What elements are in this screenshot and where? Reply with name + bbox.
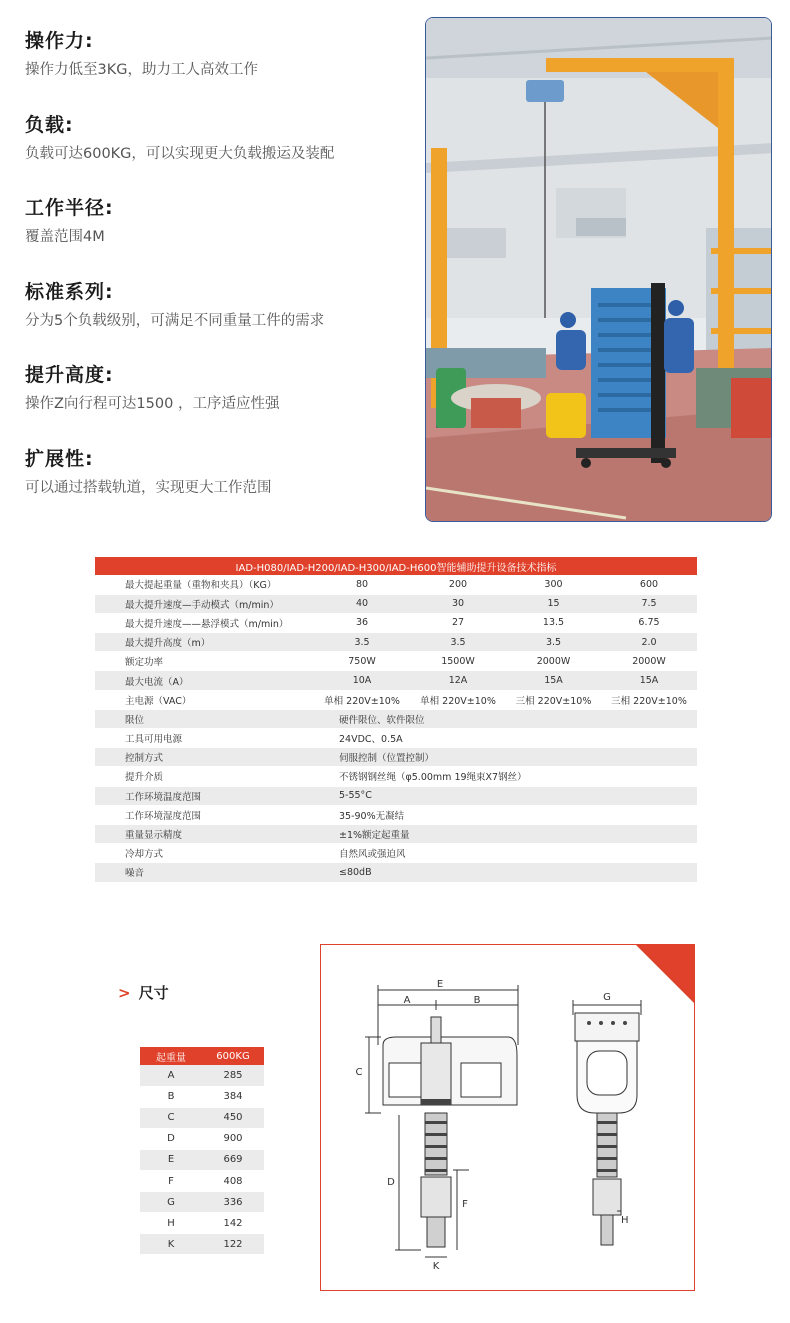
table-row — [140, 1086, 264, 1107]
label-K: K — [432, 1261, 440, 1272]
hoist-technical-drawing — [321, 945, 695, 1291]
feature-item — [25, 195, 420, 279]
dim-key: C — [140, 1107, 202, 1128]
feature-item — [25, 446, 420, 530]
cell-value: 200 — [410, 575, 506, 594]
cell-value: 2.0 — [601, 633, 697, 652]
cell-value: 15 — [506, 594, 601, 613]
jib-crane-illustration — [426, 18, 772, 522]
dimension-heading — [118, 982, 169, 1003]
dim-value: 450 — [202, 1107, 264, 1128]
cell-value: 3.5 — [410, 633, 506, 652]
header-cell: 600KG — [202, 1047, 264, 1065]
cell-value: 35-90%无凝结 — [314, 805, 697, 824]
cell-value: 300 — [506, 575, 601, 594]
label-G: G — [603, 992, 611, 1003]
cell-value: 伺服控制（位置控制） — [314, 748, 697, 767]
label-F: F — [462, 1199, 468, 1210]
cell-value: 24VDC、0.5A — [314, 729, 697, 748]
feature-desc: 操作Z向行程可达1500 ，工序适应性强 — [25, 396, 280, 412]
row-label: 控制方式 — [95, 748, 314, 767]
cell-value: 80 — [314, 575, 410, 594]
label-A: A — [403, 995, 411, 1006]
dim-value: 900 — [202, 1128, 264, 1149]
cell-value: 5-55°C — [314, 786, 697, 805]
cell-value: ±1%额定起重量 — [314, 824, 697, 843]
cell-value: 750W — [314, 652, 410, 671]
chevron-right-icon: > — [118, 984, 131, 1002]
cell-value: 600 — [601, 575, 697, 594]
row-label: 噪音 — [95, 863, 314, 882]
cell-value: 2000W — [506, 652, 601, 671]
feature-item — [25, 362, 420, 446]
dim-value: 285 — [202, 1065, 264, 1086]
feature-desc: 负载可达600KG，可以实现更大负载搬运及装配 — [25, 145, 335, 162]
cell-value: 自然风或强迫风 — [314, 844, 697, 863]
dim-value: 384 — [202, 1086, 264, 1107]
cell-value: 10A — [314, 671, 410, 690]
row-label: 限位 — [95, 709, 314, 728]
feature-title: 标准系列: — [25, 280, 114, 303]
row-label: 工作环境湿度范围 — [95, 805, 314, 824]
dim-key: E — [140, 1149, 202, 1170]
cell-value: 7.5 — [601, 594, 697, 613]
dim-key: G — [140, 1192, 202, 1213]
dim-value: 122 — [202, 1234, 264, 1255]
feature-title: 扩展性: — [25, 447, 94, 470]
dim-value: 408 — [202, 1170, 264, 1191]
cell-value: 3.5 — [506, 633, 601, 652]
row-label: 最大提起重量（重物和夹具）（KG） — [95, 575, 314, 594]
row-label: 工作环境温度范围 — [95, 786, 314, 805]
header-cell: 起重量 — [140, 1047, 202, 1065]
cell-value: 2000W — [601, 652, 697, 671]
dimension-heading-text: 尺寸 — [138, 984, 169, 1002]
dim-value: 142 — [202, 1213, 264, 1234]
table-row — [95, 729, 697, 748]
dim-key: H — [140, 1213, 202, 1234]
feature-desc: 操作力低至3KG，助力工人高效工作 — [25, 62, 258, 78]
cell-value: 三相 220V±10% — [601, 690, 697, 709]
table-row — [95, 613, 697, 632]
cell-value: 13.5 — [506, 613, 601, 632]
label-H: H — [621, 1215, 629, 1226]
table-row — [140, 1149, 264, 1170]
cell-value: 3.5 — [314, 633, 410, 652]
cell-value: 40 — [314, 594, 410, 613]
table-row — [140, 1234, 264, 1255]
factory-photo — [425, 17, 772, 522]
label-B: B — [473, 995, 481, 1006]
spec-table — [95, 557, 697, 883]
feature-desc: 覆盖范围4M — [25, 229, 105, 245]
feature-item — [25, 28, 420, 112]
cell-value: 单相 220V±10% — [410, 690, 506, 709]
row-label: 重量显示精度 — [95, 824, 314, 843]
table-row — [140, 1065, 264, 1086]
cell-value: 27 — [410, 613, 506, 632]
row-label: 主电源（VAC） — [95, 690, 314, 709]
table-row — [140, 1170, 264, 1191]
label-C: C — [355, 1067, 363, 1078]
cell-value: 三相 220V±10% — [506, 690, 601, 709]
cell-value: 15A — [506, 671, 601, 690]
table-row — [95, 671, 697, 690]
table-row — [95, 575, 697, 594]
spec-table-header — [95, 557, 697, 575]
cell-value: 不锈钢钢丝绳（φ5.00mm 19绳束X7钢丝） — [314, 767, 697, 786]
feature-title: 提升高度: — [25, 364, 114, 386]
table-row — [95, 844, 697, 863]
table-row — [95, 786, 697, 805]
feature-title: 工作半径: — [25, 197, 114, 219]
label-D: D — [387, 1177, 395, 1188]
row-label: 最大提升高度（m） — [95, 633, 314, 652]
table-row — [95, 805, 697, 824]
cell-value: ≤80dB — [314, 863, 697, 882]
dim-key: F — [140, 1170, 202, 1191]
dim-key: B — [140, 1086, 202, 1107]
dimension-drawing — [320, 944, 695, 1291]
cell-value: 30 — [410, 594, 506, 613]
table-row — [140, 1213, 264, 1234]
dimension-table — [140, 1047, 264, 1255]
cell-value: 6.75 — [601, 613, 697, 632]
dim-key: K — [140, 1234, 202, 1255]
table-row — [95, 690, 697, 709]
table-row — [95, 767, 697, 786]
table-row — [140, 1107, 264, 1128]
row-label: 额定功率 — [95, 652, 314, 671]
row-label: 最大电流（A） — [95, 671, 314, 690]
dim-value: 336 — [202, 1192, 264, 1213]
cell-value: 硬件限位、软件限位 — [314, 709, 697, 728]
feature-desc: 可以通过搭载轨道，实现更大工作范围 — [25, 479, 272, 496]
cell-value: 单相 220V±10% — [314, 690, 410, 709]
dim-key: D — [140, 1128, 202, 1149]
label-E: E — [436, 979, 444, 990]
feature-title: 操作力: — [25, 30, 94, 52]
table-row — [95, 633, 697, 652]
corner-accent — [636, 945, 695, 1005]
cell-value: 36 — [314, 613, 410, 632]
table-row — [140, 1128, 264, 1149]
row-label: 工具可用电源 — [95, 729, 314, 748]
table-row — [95, 594, 697, 613]
row-label: 冷却方式 — [95, 844, 314, 863]
feature-item — [25, 112, 420, 196]
dim-key: A — [140, 1065, 202, 1086]
cell-value: 15A — [601, 671, 697, 690]
table-row — [140, 1192, 264, 1213]
row-label: 提升介质 — [95, 767, 314, 786]
feature-item — [25, 279, 420, 363]
table-row — [95, 824, 697, 843]
row-label: 最大提升速度—手动模式（m/min） — [95, 594, 314, 613]
dimension-table-header — [140, 1047, 264, 1065]
table-row — [95, 863, 697, 882]
spec-table-title: IAD-H080/IAD-H200/IAD-H300/IAD-H600智能辅助提升设备技术指标 — [95, 557, 697, 575]
feature-title: 负载: — [25, 113, 74, 136]
table-row — [95, 652, 697, 671]
feature-desc: 分为5个负载级别，可满足不同重量工件的需求 — [25, 312, 325, 329]
row-label: 最大提升速度——悬浮模式（m/min） — [95, 613, 314, 632]
table-row — [95, 709, 697, 728]
feature-list — [25, 28, 420, 529]
table-row — [95, 748, 697, 767]
cell-value: 1500W — [410, 652, 506, 671]
cell-value: 12A — [410, 671, 506, 690]
dim-value: 669 — [202, 1149, 264, 1170]
